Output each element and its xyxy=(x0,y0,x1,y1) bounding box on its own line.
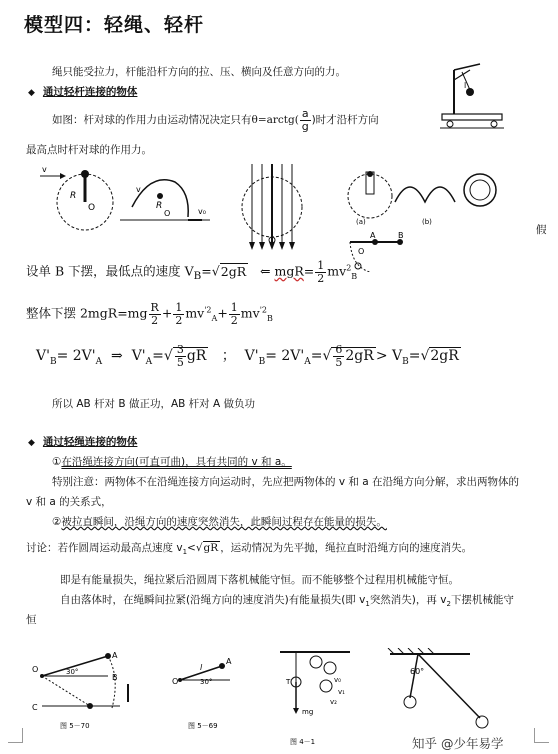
whole-half-den-1: 2 xyxy=(175,313,183,327)
section2-heading xyxy=(28,434,137,449)
svg-text:v₁: v₁ xyxy=(338,688,345,696)
theta-formula: θ=arctg( xyxy=(251,114,299,127)
svg-text:v₂: v₂ xyxy=(330,698,337,706)
section1-heading-text: 通过轻杆连接的物体 xyxy=(42,86,138,98)
section1-heading xyxy=(28,84,137,99)
svg-text:O: O xyxy=(32,665,39,674)
whole-mva: mv xyxy=(185,305,205,321)
note-label: 特别注意： xyxy=(52,476,105,488)
rod-condition-post: )时才沿杆方向 xyxy=(311,114,379,127)
result-vb2-sub: B xyxy=(258,356,266,367)
result-eq4: = xyxy=(310,348,323,365)
corner-mark-right xyxy=(534,728,549,743)
crane-figure xyxy=(440,62,506,132)
setup-pre: 设单 B 下摆，最低点的速度 V xyxy=(26,263,194,279)
fig-label-5-70: 图 5－70 xyxy=(60,722,90,730)
result-gr2: 2gR xyxy=(345,348,374,365)
svg-text:v: v xyxy=(136,185,141,194)
result-vb-sub: B xyxy=(49,356,57,367)
energy2-mid: 突然消失)，再 v xyxy=(369,594,447,606)
setup-eq: = xyxy=(201,263,212,279)
diamond-bullet-icon-2: ◆ xyxy=(28,438,35,448)
item1-num: ① xyxy=(52,456,62,468)
whole-plus-1: + xyxy=(161,305,173,321)
svg-text:60°: 60° xyxy=(410,667,425,676)
result-eq: = 2V' xyxy=(56,348,96,365)
top-point-line: 最高点时杆对球的作用力。 xyxy=(26,144,152,156)
setup-mv: mv xyxy=(327,263,347,279)
discuss-sqrt: gR xyxy=(203,542,219,554)
svg-text:R: R xyxy=(156,201,163,211)
svg-text:v: v xyxy=(42,165,47,174)
svg-text:v₀: v₀ xyxy=(334,676,341,684)
energy2-pre: 自由落体时，在绳瞬间拉紧(沿绳方向的速度消失)有能量损失(即 v xyxy=(60,594,366,606)
conclusion-text: 所以 AB 杆对 B 做正功，AB 杆对 A 做负功 xyxy=(52,398,256,410)
svg-text:R: R xyxy=(70,191,77,201)
whole-half-num-1: 1 xyxy=(175,301,183,314)
setup-formula: 设单 B 下摆，最低点的速度 $V_B=√2gR$ ⇐ mgR= $\frac{1}{2}$ $mv^2_B$ xyxy=(26,259,358,285)
whole-r: R xyxy=(150,301,159,314)
setup-sqrt: 2gR xyxy=(220,263,247,279)
item2-num: ② xyxy=(52,516,62,528)
svg-text:(a): (a) xyxy=(356,218,366,226)
ab-figures xyxy=(348,171,496,226)
result-frac1-den: 5 xyxy=(176,355,184,369)
fig-label-4-1: 图 4－1 xyxy=(290,738,316,746)
discuss-lt: < xyxy=(187,542,196,554)
track-figure xyxy=(120,180,210,220)
frac-a: a xyxy=(301,107,309,120)
svg-text:O: O xyxy=(164,209,171,218)
energy-line-2 xyxy=(60,592,514,608)
note-text: 两物体不在沿绳连接方向运动时，先应把两物体的 v 和 a 在沿绳方向分解，求出两物体的 xyxy=(104,476,519,488)
whole-2: 2 xyxy=(151,313,159,327)
setup-half-num: 1 xyxy=(317,259,325,272)
result-eq3: = 2V' xyxy=(265,348,305,365)
result-semi: ； xyxy=(221,348,236,365)
field-figure xyxy=(242,164,302,250)
result-frac2-num: 6 xyxy=(335,343,343,356)
crane-l-label: l xyxy=(464,81,467,90)
rod-condition-line xyxy=(52,108,379,132)
result-vb: V' xyxy=(36,348,50,365)
svg-text:A: A xyxy=(370,231,376,240)
setup-mv-sup: 2 xyxy=(346,263,352,273)
svg-text:30°: 30° xyxy=(200,678,213,686)
rope-item-1 xyxy=(52,454,292,469)
whole-plus-2: + xyxy=(217,305,228,321)
result-eq5: = xyxy=(408,348,421,365)
result-vb2: V' xyxy=(244,348,259,365)
result-formula: $V'_B= 2V'_A$ ⇒ $V'_A=√$ $\frac{3}{5}$ gR ； $V'_B= 2V'_A=√$ $\frac{6}{5}$ $2gR > V_B=√2gR$ xyxy=(36,343,459,369)
result-va: V' xyxy=(131,348,146,365)
result-va-sub: A xyxy=(145,356,153,367)
discuss-pre: 讨论：若作圆周运动最高点速度 v xyxy=(26,542,183,554)
fig-5-69 xyxy=(172,657,232,730)
setup-half-den: 2 xyxy=(317,271,325,285)
watermark-author: @少年易学 xyxy=(441,736,504,751)
svg-text:T: T xyxy=(286,678,291,686)
whole-half-num-2: 1 xyxy=(230,301,238,314)
discuss-sub: 1 xyxy=(182,548,188,557)
discussion-line: 讨论：若作圆周运动最高点速度 $v_1<√gR$ ，运动情况为先平抛，绳拉直时沿绳方向的速度消失。 xyxy=(26,542,473,557)
section2-heading-text: 通过轻绳连接的物体 xyxy=(42,436,138,448)
whole-pre: 整体下摆 2mgR=mg xyxy=(26,305,148,321)
page-title: 模型四：轻绳、轻杆 xyxy=(24,14,205,36)
svg-text:B: B xyxy=(112,673,118,682)
whole-half-den-2: 2 xyxy=(230,313,238,327)
result-eq-sub: A xyxy=(95,356,103,367)
result-gt-sub: B xyxy=(402,356,409,367)
svg-text:30°: 30° xyxy=(66,668,79,676)
svg-text:A: A xyxy=(226,657,232,666)
svg-text:v₀: v₀ xyxy=(198,207,206,216)
energy-line-1: 即是有能量损失，绳拉紧后沿圆周下落机械能守恒。而不能够整个过程用机械能守恒。 xyxy=(60,574,459,586)
result-frac2-den: 5 xyxy=(335,355,343,369)
result-eq2: = xyxy=(152,348,164,365)
result-frac1-num: 3 xyxy=(176,343,184,356)
bottom-figures xyxy=(30,648,530,748)
energy2-sub: 1 xyxy=(365,600,370,609)
setup-sub: B xyxy=(193,270,202,283)
svg-text:A: A xyxy=(112,651,118,660)
svg-text:l: l xyxy=(200,663,203,672)
setup-arrow: ⇐ xyxy=(260,263,271,279)
discuss-post: ，运动情况为先平抛，绳拉直时沿绳方向的速度消失。 xyxy=(220,542,473,554)
diamond-bullet-icon: ◆ xyxy=(28,88,35,98)
svg-text:O: O xyxy=(88,203,96,213)
svg-text:(b): (b) xyxy=(422,218,432,226)
whole-mvb-sub: B xyxy=(267,314,273,324)
svg-text:O: O xyxy=(358,247,365,256)
setup-mgr: mgR xyxy=(274,263,304,279)
side-label: 假 xyxy=(536,224,547,236)
setup-mv-sub: B xyxy=(351,272,358,282)
intro-text: 绳只能受拉力，杆能沿杆方向的拉、压、横向及任意方向的力。 xyxy=(52,66,346,78)
pendulum-60-figure xyxy=(388,648,488,728)
frac-g: g xyxy=(301,119,309,133)
rope-item-2 xyxy=(52,514,387,529)
svg-text:C: C xyxy=(32,703,38,712)
result-sqrt3: 2gR xyxy=(430,348,459,365)
energy-line-3: 恒 xyxy=(26,614,37,626)
energy2-post: 下摆机械能守 xyxy=(450,594,514,606)
rod-ab-figure xyxy=(350,231,404,272)
item2-text: 被拉直瞬间，沿绳方向的速度突然消失，此瞬间过程存在能量的损失。 xyxy=(61,516,387,528)
ball-figures-row xyxy=(40,162,540,272)
fig-4-1 xyxy=(280,652,350,746)
whole-mva-sup: '2 xyxy=(204,305,212,315)
svg-text:B: B xyxy=(398,231,404,240)
result-then: ⇒ xyxy=(111,348,123,365)
rope-note xyxy=(52,474,519,489)
result-eq3-sub: A xyxy=(304,356,311,367)
fig-label-5-69: 图 5－69 xyxy=(188,722,218,730)
svg-text:O: O xyxy=(172,677,179,686)
rope-note-2: v 和 a 的关系式， xyxy=(26,496,112,508)
whole-mva-sub: A xyxy=(211,314,218,324)
rod-condition-pre: 如图：杆对球的作用力由运动情况决定只有 xyxy=(52,114,252,127)
item1-text: 在沿绳连接方向(可直可曲)，具有共同的 v 和 a。 xyxy=(61,456,292,468)
result-gt: > V xyxy=(375,348,403,365)
energy2-sub2: 2 xyxy=(446,600,451,609)
rod-circle-figure xyxy=(40,165,113,230)
svg-text:mg: mg xyxy=(302,708,314,716)
fig-5-70 xyxy=(32,651,128,730)
whole-mvb-sup: '2 xyxy=(259,305,268,315)
watermark xyxy=(412,734,504,752)
result-gr: gR xyxy=(186,348,207,365)
corner-mark-left xyxy=(8,728,23,743)
whole-mvb: mv xyxy=(240,305,260,321)
whole-swing-formula xyxy=(26,302,273,326)
watermark-brand: 知乎 xyxy=(412,736,438,751)
